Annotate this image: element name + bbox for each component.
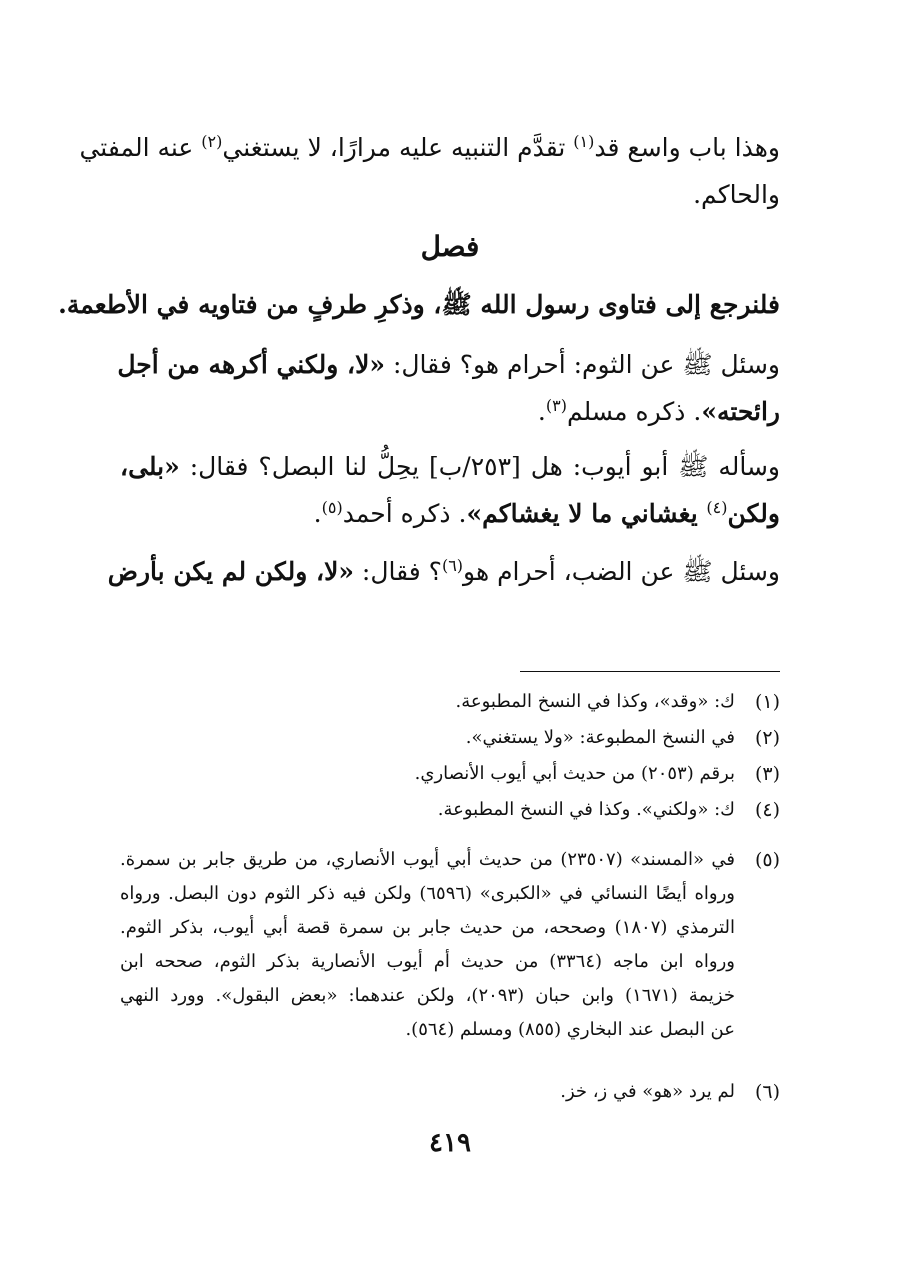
footnote-text: ورواه أيضًا النسائي في «الكبرى» (٦٥٩٦) ولكن فيه ذكر الثوم دون البصل. ورواه [120, 883, 735, 904]
footnote-separator [520, 671, 780, 672]
body-line-5: رائحته». ذكره مسلم$^{(٣)}$. [537, 396, 780, 426]
footnote-text: خزيمة (١٦٧١) وابن حبان (٢٠٩٣)، ولكن عندهما: «بعض البقول». وورد النهي [120, 985, 735, 1006]
footnote-text: برقم (٢٠٥٣) من حديث أبي أيوب الأنصاري. [414, 763, 735, 784]
footnote-number: (١) [754, 691, 780, 713]
footnote-text: في النسخ المطبوعة: «ولا يستغني». [465, 727, 735, 748]
footnote-ref-6: (٦) [441, 556, 464, 575]
footnote-text: ورواه ابن ماجه (٣٣٦٤) من حديث أم أيوب الأنصارية بذكر الثوم، صححه ابن [120, 951, 735, 972]
footnote-text: في «المسند» (٢٣٥٠٧) من حديث أبي أيوب الأنصاري، من طريق جابر بن سمرة. [120, 849, 735, 870]
footnote-text: الترمذي (١٨٠٧) وصححه، من حديث جابر بن سمرة قصة أبي أيوب، بذكر الثوم. [120, 917, 735, 938]
footnote-ref-3: (٣) [545, 396, 567, 415]
footnote-ref-2: (٢) [201, 132, 223, 151]
footnote-number: (٤) [754, 799, 780, 821]
footnote-ref-1: (١) [573, 132, 595, 151]
footnote-text: لم يرد «هو» في ز، خز. [560, 1081, 735, 1102]
body-line-7: ولكن$^{(٤)}$ يغشاني ما لا يغشاكم». ذكره أحمد$^{(٥)}$. [313, 498, 780, 528]
footnote-number: (٣) [754, 763, 780, 785]
section-heading: فصل [420, 230, 480, 263]
footnote-ref-5: (٥) [321, 498, 343, 517]
body-line-4: وسئل ﷺ عن الثوم: أحرام هو؟ فقال: «لا، ولكني أكرهه من أجل [117, 350, 780, 379]
footnote-text: عن البصل عند البخاري (٨٥٥) ومسلم (٥٦٤). [405, 1019, 735, 1040]
footnote-number: (٦) [754, 1081, 780, 1103]
footnote-text: ك: «ولكني». وكذا في النسخ المطبوعة. [437, 799, 735, 820]
body-line-6: وسأله ﷺ أبو أيوب: هل [٢٥٣/ب] يحِلُّ لنا البصل؟ فقال: «بلى، [120, 452, 781, 481]
footnote-number: (٢) [754, 727, 780, 749]
footnote-number: (٥) [754, 849, 780, 871]
body-line-3: فلنرجع إلى فتاوى رسول الله ﷺ، وذكرِ طرفٍ من فتاويه في الأطعمة. [58, 290, 780, 319]
footnote-ref-4: (٤) [706, 498, 728, 517]
body-line-8: وسئل ﷺ عن الضب، أحرام هو$^{(٦)}$؟ فقال: «لا، ولكن لم يكن بأرض [107, 556, 780, 586]
body-line-1: وهذا باب واسع قد$^{(١)}$ تقدَّم التنبيه عليه مرارًا، لا يستغني$^{(٢)}$ عنه المفتي [79, 132, 780, 162]
footnote-text: ك: «وقد»، وكذا في النسخ المطبوعة. [455, 691, 735, 712]
page-number: ٤١٩ [429, 1128, 471, 1158]
body-line-2: والحاكم. [693, 180, 780, 209]
